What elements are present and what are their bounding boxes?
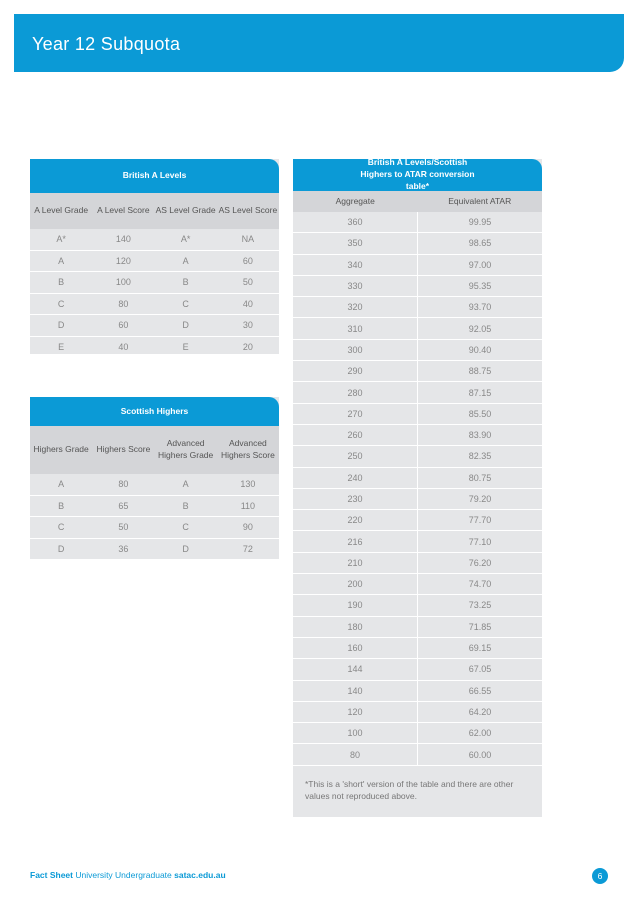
column-header: Advanced Highers Score xyxy=(220,438,275,460)
conversion-table-title: British A Levels/Scottish Highers to ATAR conversion table* xyxy=(293,159,542,191)
table-cell: 140 xyxy=(115,234,131,245)
table-row xyxy=(293,255,542,276)
table-cell: 87.15 xyxy=(417,382,542,402)
table-cell: 110 xyxy=(240,500,256,511)
table-cell: 77.10 xyxy=(417,531,542,551)
column-header: AS Level Grade xyxy=(155,205,216,216)
table-cell: 120 xyxy=(347,706,363,717)
table-row xyxy=(293,681,542,702)
table-cell: 62.00 xyxy=(417,723,542,743)
page-number: 6 xyxy=(592,868,608,884)
table-cell: 320 xyxy=(347,302,363,313)
table-row xyxy=(293,404,542,425)
table-cell: 64.20 xyxy=(417,702,542,722)
table-cell: 260 xyxy=(347,430,363,441)
table-cell: 290 xyxy=(347,366,363,377)
table-cell: 140 xyxy=(347,685,363,696)
table-cell: 30 xyxy=(242,320,253,331)
table-cell: 120 xyxy=(115,255,131,266)
scottish-table-header xyxy=(30,426,279,474)
table-cell: 79.20 xyxy=(417,489,542,509)
table-row xyxy=(293,489,542,510)
table-cell: C xyxy=(57,522,65,533)
table-cell: 240 xyxy=(347,472,363,483)
table-row xyxy=(293,276,542,297)
header-banner xyxy=(14,14,624,72)
conversion-footnote: *This is a 'short' version of the table and there are other values not reproduced above. xyxy=(305,778,514,802)
table-cell: E xyxy=(182,341,189,352)
table-row xyxy=(293,425,542,446)
table-cell: 83.90 xyxy=(417,425,542,445)
table-row xyxy=(293,212,542,233)
table-cell: A xyxy=(182,255,189,266)
scottish-table-title: Scottish Highers xyxy=(30,397,279,426)
footer xyxy=(30,870,226,880)
table-row xyxy=(30,251,279,273)
british-table-header xyxy=(30,193,279,229)
table-cell: 71.85 xyxy=(417,617,542,637)
table-cell: 90 xyxy=(242,522,253,533)
table-row xyxy=(293,468,542,489)
table-cell: A xyxy=(58,479,65,490)
table-cell: 60.00 xyxy=(417,744,542,764)
table-cell: 82.35 xyxy=(417,446,542,466)
table-cell: D xyxy=(57,543,65,554)
table-cell: D xyxy=(182,543,189,554)
table-row xyxy=(30,272,279,294)
table-cell: D xyxy=(57,320,65,331)
table-cell: 72 xyxy=(242,543,253,554)
column-header: Highers Score xyxy=(96,444,151,455)
table-cell: 80 xyxy=(349,749,360,760)
table-row xyxy=(293,659,542,680)
table-cell: 80 xyxy=(118,298,129,309)
table-cell: B xyxy=(58,277,65,288)
table-cell: 340 xyxy=(347,259,363,270)
table-row xyxy=(293,531,542,552)
table-row xyxy=(30,229,279,251)
table-row xyxy=(293,702,542,723)
table-cell: NA xyxy=(241,234,255,245)
table-cell: 200 xyxy=(347,579,363,590)
table-cell: 220 xyxy=(347,515,363,526)
table-cell: 80 xyxy=(118,479,129,490)
table-cell: 144 xyxy=(347,664,363,675)
table-cell: 99.95 xyxy=(417,212,542,232)
footer-url[interactable]: satac.edu.au xyxy=(174,870,226,880)
footer-label-bold: Fact Sheet xyxy=(30,870,73,880)
table-cell: 360 xyxy=(347,217,363,228)
table-cell: 280 xyxy=(347,387,363,398)
table-cell: 77.70 xyxy=(417,510,542,530)
table-cell: 36 xyxy=(118,543,129,554)
table-cell: 69.15 xyxy=(417,638,542,658)
table-cell: 300 xyxy=(347,344,363,355)
column-header: Advanced Highers Grade xyxy=(157,438,214,460)
table-cell: 76.20 xyxy=(417,553,542,573)
table-cell: 50 xyxy=(118,522,129,533)
table-row xyxy=(293,744,542,765)
table-row xyxy=(293,595,542,616)
table-row xyxy=(30,496,279,518)
table-row xyxy=(30,337,279,359)
table-row xyxy=(293,233,542,254)
table-cell: 92.05 xyxy=(417,318,542,338)
table-row xyxy=(30,539,279,561)
table-cell: 60 xyxy=(118,320,129,331)
table-cell: A xyxy=(182,479,189,490)
table-cell: 93.70 xyxy=(417,297,542,317)
table-cell: 80.75 xyxy=(417,468,542,488)
table-row xyxy=(30,474,279,496)
table-cell: 216 xyxy=(347,536,363,547)
table-cell: A* xyxy=(180,234,191,245)
table-cell: 97.00 xyxy=(417,255,542,275)
table-cell: 95.35 xyxy=(417,276,542,296)
table-row xyxy=(293,446,542,467)
column-header: A Level Score xyxy=(97,205,150,216)
table-cell: 60 xyxy=(242,255,253,266)
table-cell: 40 xyxy=(242,298,253,309)
table-cell: 160 xyxy=(347,643,363,654)
table-cell: 50 xyxy=(242,277,253,288)
table-cell: A xyxy=(58,255,65,266)
scottish-highers-table xyxy=(30,397,279,559)
table-cell: 73.25 xyxy=(417,595,542,615)
table-cell: 85.50 xyxy=(417,404,542,424)
table-cell: 40 xyxy=(118,341,129,352)
table-row xyxy=(293,382,542,403)
table-cell: B xyxy=(182,277,189,288)
table-cell: 350 xyxy=(347,238,363,249)
table-cell: 90.40 xyxy=(417,340,542,360)
table-cell: B xyxy=(182,500,189,511)
table-row xyxy=(293,318,542,339)
table-cell: 310 xyxy=(347,323,363,334)
table-cell: 98.65 xyxy=(417,233,542,253)
table-cell: C xyxy=(57,298,65,309)
table-cell: 66.55 xyxy=(417,681,542,701)
table-row xyxy=(30,315,279,337)
table-cell: D xyxy=(182,320,189,331)
table-cell: C xyxy=(182,298,189,309)
table-row xyxy=(293,510,542,531)
table-row xyxy=(293,553,542,574)
table-row xyxy=(30,294,279,316)
conversion-table-header xyxy=(293,191,542,212)
column-header: Highers Grade xyxy=(33,444,89,455)
british-a-levels-table xyxy=(30,159,279,354)
table-cell: 250 xyxy=(347,451,363,462)
table-row xyxy=(293,617,542,638)
table-row xyxy=(293,340,542,361)
table-cell: 100 xyxy=(347,728,363,739)
footer-label: University Undergraduate xyxy=(75,870,172,880)
table-row xyxy=(30,517,279,539)
table-cell: B xyxy=(58,500,65,511)
table-cell: E xyxy=(58,341,65,352)
table-cell: C xyxy=(182,522,189,533)
table-cell: 270 xyxy=(347,408,363,419)
table-cell: 130 xyxy=(240,479,256,490)
column-header: Equivalent ATAR xyxy=(448,195,512,206)
table-cell: 100 xyxy=(115,277,131,288)
table-row xyxy=(293,638,542,659)
atar-conversion-table xyxy=(293,159,542,817)
page-title: Year 12 Subquota xyxy=(32,34,181,54)
column-header: A Level Grade xyxy=(34,205,89,216)
table-cell: 88.75 xyxy=(417,361,542,381)
column-header: Aggregate xyxy=(335,195,375,206)
table-cell: A* xyxy=(56,234,66,245)
table-row xyxy=(293,723,542,744)
column-header: AS Level Score xyxy=(218,205,278,216)
table-cell: 190 xyxy=(347,600,363,611)
table-cell: 330 xyxy=(347,281,363,292)
table-cell: 20 xyxy=(242,341,253,352)
table-cell: 180 xyxy=(347,621,363,632)
table-cell: 65 xyxy=(118,500,129,511)
table-cell: 67.05 xyxy=(417,659,542,679)
table-cell: 210 xyxy=(347,557,363,568)
table-row xyxy=(293,574,542,595)
table-cell: 230 xyxy=(347,494,363,504)
table-row xyxy=(293,361,542,382)
table-row xyxy=(293,297,542,318)
table-cell: 74.70 xyxy=(417,574,542,594)
british-table-title: British A Levels xyxy=(30,159,279,193)
